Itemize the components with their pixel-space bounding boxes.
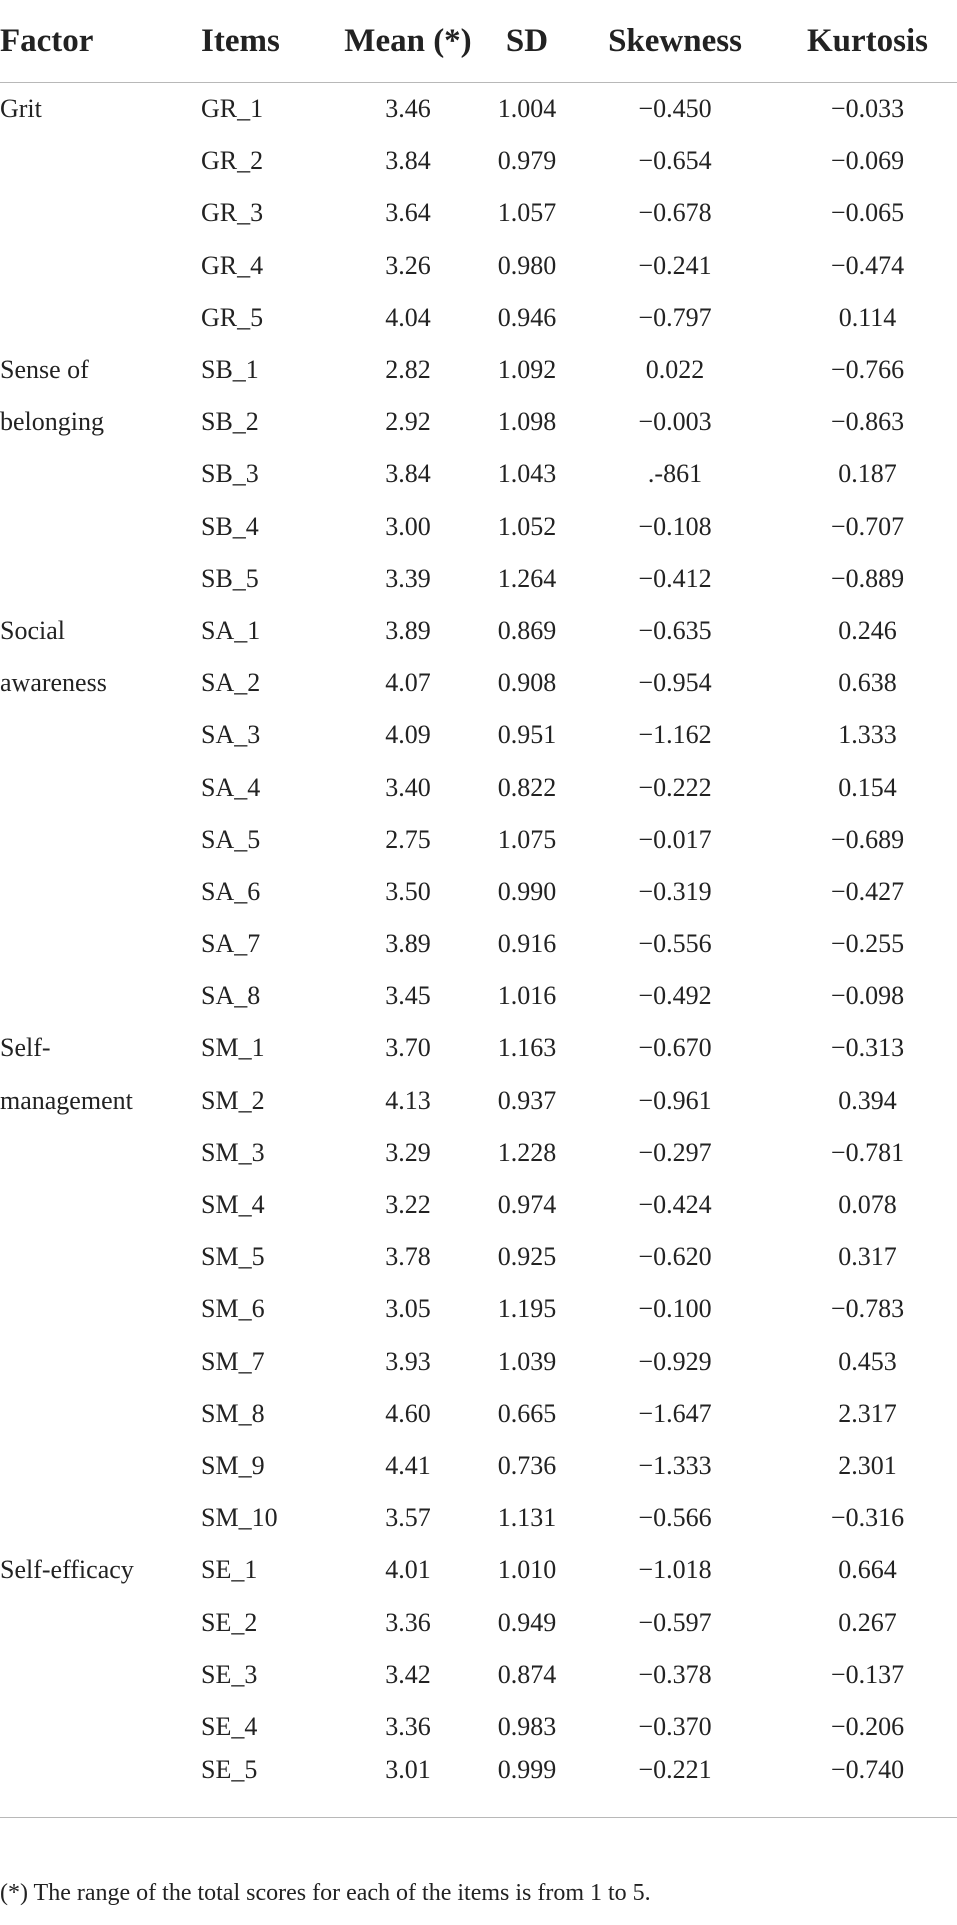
cell-skewness: −0.797 [638,302,712,332]
cell-sd: 1.052 [497,511,557,541]
cell-item: SA_2 [201,668,261,698]
cell-factor [0,1127,201,1179]
cell-kurtosis: 0.246 [838,615,897,645]
cell-factor: Social [0,615,65,645]
cell-factor: Grit [0,94,42,124]
cell-sd: 0.822 [497,772,557,802]
cell-mean: 3.93 [385,1346,431,1376]
cell-mean: 3.70 [385,1033,431,1063]
cell-skewness: −1.018 [638,1555,712,1585]
cell-skewness: −0.378 [638,1659,712,1689]
cell-factor [0,1336,201,1388]
table-row [0,970,957,1022]
cell-mean: 3.45 [385,981,431,1011]
table-row [0,501,957,553]
cell-item: SA_4 [201,772,261,802]
cell-factor [0,709,201,761]
table-row [0,240,957,292]
cell-mean: 4.09 [385,720,431,750]
cell-sd: 1.010 [497,1555,557,1585]
cell-sd: 1.016 [497,981,557,1011]
cell-skewness: −0.678 [638,198,712,228]
table-row [0,1701,957,1753]
table-row [0,448,957,500]
cell-skewness: −0.597 [638,1607,712,1637]
cell-mean: 3.40 [385,772,431,802]
table-row [0,1179,957,1231]
cell-item: SE_4 [201,1711,258,1741]
cell-skewness: −0.017 [638,824,712,854]
table-row [0,918,957,970]
cell-factor: Self-efficacy [0,1555,134,1585]
cell-kurtosis: 0.267 [838,1607,897,1637]
cell-mean: 3.46 [385,94,431,124]
cell-factor [0,1179,201,1231]
table-row [0,1649,957,1701]
cell-factor [0,240,201,292]
cell-skewness: −0.492 [638,981,712,1011]
cell-factor [0,1283,201,1335]
cell-kurtosis: 0.078 [838,1190,897,1220]
cell-kurtosis: −0.098 [830,981,905,1011]
cell-mean: 3.39 [385,563,431,593]
cell-kurtosis: −0.740 [778,1753,957,1818]
cell-item: SE_2 [201,1607,258,1637]
cell-sd: 0.665 [497,1398,557,1428]
cell-mean: 3.01 [334,1753,482,1818]
cell-item: GR_2 [201,146,264,176]
cell-factor [0,1596,201,1648]
cell-kurtosis: −0.783 [830,1294,905,1324]
cell-item: SA_1 [201,615,261,645]
cell-kurtosis: −0.137 [830,1659,905,1689]
cell-factor: Sense of [0,355,89,385]
cell-factor [0,761,201,813]
table-row [0,553,957,605]
cell-mean: 4.41 [385,1450,431,1480]
cell-kurtosis: −0.316 [830,1503,905,1533]
cell-sd: 1.195 [497,1294,557,1324]
cell-item: SA_7 [201,929,261,959]
cell-skewness: −0.221 [572,1753,778,1818]
cell-item: SA_3 [201,720,261,750]
table-row [0,814,957,866]
table-row [0,396,957,448]
cell-item: SA_8 [201,981,261,1011]
cell-item: SE_1 [201,1555,258,1585]
cell-kurtosis: −0.689 [830,824,905,854]
cell-skewness: −1.647 [638,1398,712,1428]
cell-factor [0,187,201,239]
cell-skewness: −0.654 [638,146,712,176]
cell-sd: 1.098 [497,407,557,437]
cell-kurtosis: −0.427 [830,876,905,906]
cell-item: SM_9 [201,1450,265,1480]
header-mean: Mean (*) [334,0,482,83]
header-sd: SD [482,0,572,83]
table-row [0,605,957,657]
table-row [0,1231,957,1283]
cell-kurtosis: −0.863 [830,407,905,437]
cell-item: SB_2 [201,407,259,437]
table-footnote: (*) The range of the total scores for each of the items is from 1 to 5. [0,1880,651,1906]
cell-mean: 2.92 [385,407,431,437]
cell-item: SM_10 [201,1503,278,1533]
cell-factor [0,1701,201,1753]
cell-sd: 0.979 [497,146,557,176]
cell-kurtosis: −0.313 [830,1033,905,1063]
cell-kurtosis: 0.453 [838,1346,897,1376]
cell-kurtosis: −0.069 [830,146,905,176]
cell-item: SB_3 [201,459,259,489]
cell-mean: 3.36 [385,1607,431,1637]
cell-item: SM_2 [201,1085,265,1115]
cell-mean: 3.29 [385,1137,431,1167]
cell-sd: 0.874 [497,1659,557,1689]
cell-sd: 0.916 [497,929,557,959]
cell-skewness: −0.566 [638,1503,712,1533]
table-row [0,1544,957,1596]
cell-kurtosis: 0.154 [838,772,897,802]
cell-factor: belonging [0,407,104,437]
cell-sd: 0.974 [497,1190,557,1220]
cell-skewness: 0.022 [645,355,705,385]
cell-skewness: −0.961 [638,1085,712,1115]
cell-item: SE_3 [201,1659,258,1689]
cell-kurtosis: 0.317 [838,1242,897,1272]
cell-skewness: −0.003 [638,407,712,437]
cell-kurtosis: −0.206 [830,1711,905,1741]
cell-item: SB_5 [201,563,259,593]
cell-sd: 1.043 [497,459,557,489]
table-row [0,1127,957,1179]
cell-mean: 3.89 [385,615,431,645]
cell-kurtosis: 0.187 [838,459,897,489]
table-row [0,187,957,239]
cell-factor: Self- [0,1033,51,1063]
table-row [0,1388,957,1440]
cell-mean: 4.01 [385,1555,431,1585]
cell-mean: 3.64 [385,198,431,228]
cell-skewness: −0.954 [638,668,712,698]
cell-mean: 3.50 [385,876,431,906]
cell-kurtosis: −0.065 [830,198,905,228]
cell-factor [0,866,201,918]
cell-skewness: −0.412 [638,563,712,593]
cell-kurtosis: −0.033 [830,94,905,124]
cell-item: SE_5 [201,1753,334,1818]
cell-kurtosis: 0.664 [838,1555,897,1585]
table-row [0,1440,957,1492]
cell-item: GR_5 [201,302,264,332]
cell-factor [0,1231,201,1283]
cell-sd: 1.004 [497,94,557,124]
cell-kurtosis: 1.333 [838,720,897,750]
cell-skewness: −1.333 [638,1450,712,1480]
cell-item: SM_3 [201,1137,265,1167]
cell-skewness: −0.108 [638,511,712,541]
cell-factor [0,448,201,500]
cell-sd: 0.990 [497,876,557,906]
cell-factor: awareness [0,668,107,698]
cell-skewness: −0.450 [638,94,712,124]
cell-item: SB_1 [201,355,259,385]
cell-factor [0,135,201,187]
table-row [0,1336,957,1388]
cell-item: SB_4 [201,511,259,541]
cell-sd: 0.736 [497,1450,557,1480]
cell-mean: 3.36 [385,1711,431,1741]
cell-kurtosis: −0.255 [830,929,905,959]
table-row [0,866,957,918]
header-factor: Factor [0,0,201,83]
cell-factor [0,814,201,866]
cell-mean: 4.60 [385,1398,431,1428]
table-row [0,1753,957,1818]
cell-item: GR_3 [201,198,264,228]
cell-item: SA_6 [201,876,261,906]
cell-sd: 0.946 [497,302,557,332]
cell-sd: 1.163 [497,1033,557,1063]
cell-sd: 1.228 [497,1137,557,1167]
cell-skewness: −0.620 [638,1242,712,1272]
cell-mean: 3.57 [385,1503,431,1533]
cell-kurtosis: −0.766 [830,355,905,385]
cell-sd: 0.999 [482,1753,572,1818]
cell-sd: 0.983 [497,1711,557,1741]
cell-mean: 4.13 [385,1085,431,1115]
cell-sd: 0.980 [497,250,557,280]
cell-sd: 1.131 [497,1503,557,1533]
cell-skewness: −0.241 [638,250,712,280]
cell-item: GR_4 [201,250,264,280]
cell-item: SA_5 [201,824,261,854]
cell-sd: 0.925 [497,1242,557,1272]
cell-factor [0,1388,201,1440]
cell-sd: 0.869 [497,615,557,645]
cell-sd: 1.264 [497,563,557,593]
cell-mean: 3.22 [385,1190,431,1220]
cell-kurtosis: −0.707 [830,511,905,541]
cell-kurtosis: −0.889 [830,563,905,593]
table-row [0,761,957,813]
table-row [0,657,957,709]
cell-item: SM_5 [201,1242,265,1272]
cell-sd: 0.908 [497,668,557,698]
table-row [0,1022,957,1074]
cell-factor [0,1649,201,1701]
cell-sd: 0.951 [497,720,557,750]
cell-factor [0,918,201,970]
cell-skewness: −0.670 [638,1033,712,1063]
cell-kurtosis: −0.474 [830,250,905,280]
header-kurtosis: Kurtosis [778,0,957,83]
cell-factor [0,501,201,553]
cell-factor: management [0,1085,133,1115]
table-header-row [0,0,957,83]
cell-skewness: −0.929 [638,1346,712,1376]
cell-mean: 4.07 [385,668,431,698]
cell-item: SM_4 [201,1190,265,1220]
header-skewness: Skewness [572,0,778,83]
cell-item: GR_1 [201,94,264,124]
cell-sd: 1.057 [497,198,557,228]
table-body [0,83,957,1818]
cell-item: SM_6 [201,1294,265,1324]
cell-sd: 1.075 [497,824,557,854]
cell-skewness: .-861 [647,459,703,489]
cell-factor [0,292,201,344]
table-row [0,83,957,136]
cell-kurtosis: 2.317 [838,1398,897,1428]
table-row [0,709,957,761]
cell-sd: 0.949 [497,1607,557,1637]
cell-kurtosis: 0.114 [838,302,897,332]
cell-mean: 2.82 [385,355,431,385]
cell-mean: 3.84 [385,146,431,176]
header-items: Items [201,0,334,83]
cell-mean: 3.05 [385,1294,431,1324]
table-row [0,292,957,344]
cell-factor [0,1440,201,1492]
table-row [0,1492,957,1544]
cell-factor [0,553,201,605]
cell-skewness: −0.556 [638,929,712,959]
cell-skewness: −0.319 [638,876,712,906]
cell-sd: 1.039 [497,1346,557,1376]
cell-skewness: −0.370 [638,1711,712,1741]
cell-sd: 0.937 [497,1085,557,1115]
table-row [0,135,957,187]
cell-skewness: −0.222 [638,772,712,802]
table-row [0,1283,957,1335]
table-row [0,1075,957,1127]
cell-skewness: −0.297 [638,1137,712,1167]
cell-kurtosis: 0.638 [838,668,897,698]
cell-item: SM_8 [201,1398,265,1428]
table-row [0,344,957,396]
cell-mean: 3.00 [385,511,431,541]
cell-mean: 4.04 [385,302,431,332]
cell-mean: 3.84 [385,459,431,489]
cell-factor [0,1492,201,1544]
cell-factor [0,970,201,1022]
cell-skewness: −1.162 [638,720,712,750]
table-row [0,1596,957,1648]
cell-mean: 3.26 [385,250,431,280]
cell-kurtosis: −0.781 [830,1137,905,1167]
cell-mean: 3.78 [385,1242,431,1272]
cell-item: SM_7 [201,1346,265,1376]
cell-sd: 1.092 [497,355,557,385]
cell-kurtosis: 0.394 [838,1085,897,1115]
cell-mean: 2.75 [385,824,431,854]
cell-skewness: −0.635 [638,615,712,645]
cell-skewness: −0.424 [638,1190,712,1220]
cell-mean: 3.89 [385,929,431,959]
cell-item: SM_1 [201,1033,265,1063]
cell-skewness: −0.100 [638,1294,712,1324]
cell-kurtosis: 2.301 [838,1450,897,1480]
cell-factor [0,1753,201,1818]
cell-mean: 3.42 [385,1659,431,1689]
